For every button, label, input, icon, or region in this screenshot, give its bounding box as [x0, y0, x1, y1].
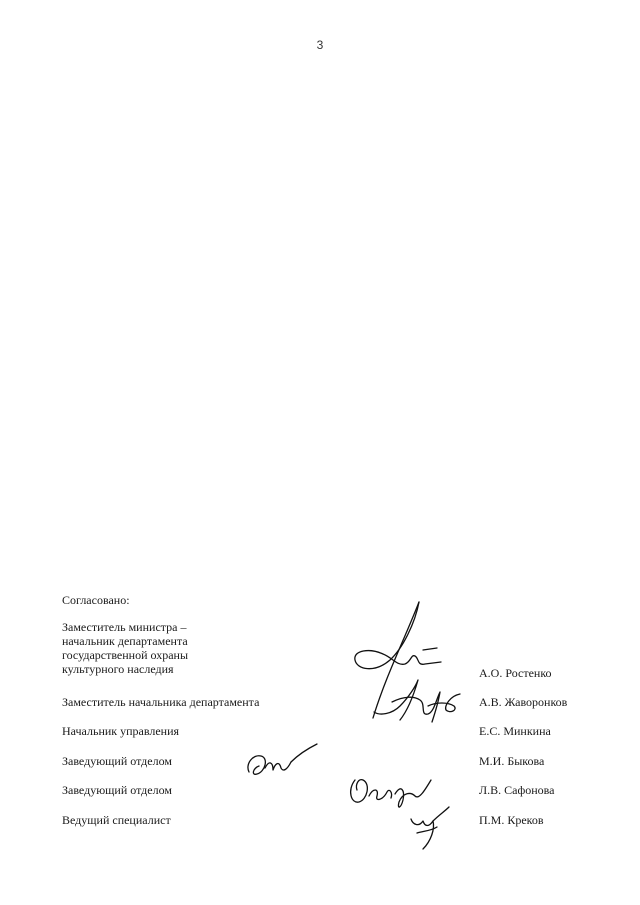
signatory-role	[62, 724, 179, 738]
signatory-role	[62, 813, 171, 827]
agreed-heading: Согласовано:	[62, 593, 130, 607]
role-line: начальник департамента	[62, 634, 188, 648]
role-line: Заведующий отделом	[62, 783, 172, 797]
signatory-name: М.И. Быкова	[479, 754, 545, 768]
signatory-role	[62, 754, 172, 768]
signatory-role	[62, 620, 188, 676]
handwritten-signature-zhavoronkov-icon	[370, 672, 470, 727]
role-line: Заместитель начальника департамента	[62, 695, 260, 709]
handwritten-signature-safonova-icon	[345, 770, 440, 815]
signatory-name: П.М. Креков	[479, 813, 544, 827]
signatory-name: Л.В. Сафонова	[479, 783, 555, 797]
signatory-role	[62, 783, 172, 797]
role-line: культурного наследия	[62, 662, 174, 676]
role-line: Заведующий отделом	[62, 754, 172, 768]
page-number: 3	[316, 38, 324, 52]
signatory-role	[62, 695, 259, 709]
role-line: Ведущий специалист	[62, 813, 171, 827]
signatory-name: А.О. Ростенко	[479, 666, 552, 680]
role-line: Начальник управления	[62, 724, 180, 738]
handwritten-signature-krekov-icon	[405, 805, 455, 855]
handwritten-signature-rostenko-icon	[345, 598, 455, 723]
role-line: государственной охраны	[62, 648, 189, 662]
role-line: Заместитель министра –	[62, 620, 187, 634]
signatory-name: А.В. Жаворонков	[479, 695, 568, 709]
signatory-name: Е.С. Минкина	[479, 724, 551, 738]
handwritten-signature-bykova-icon	[243, 742, 323, 787]
